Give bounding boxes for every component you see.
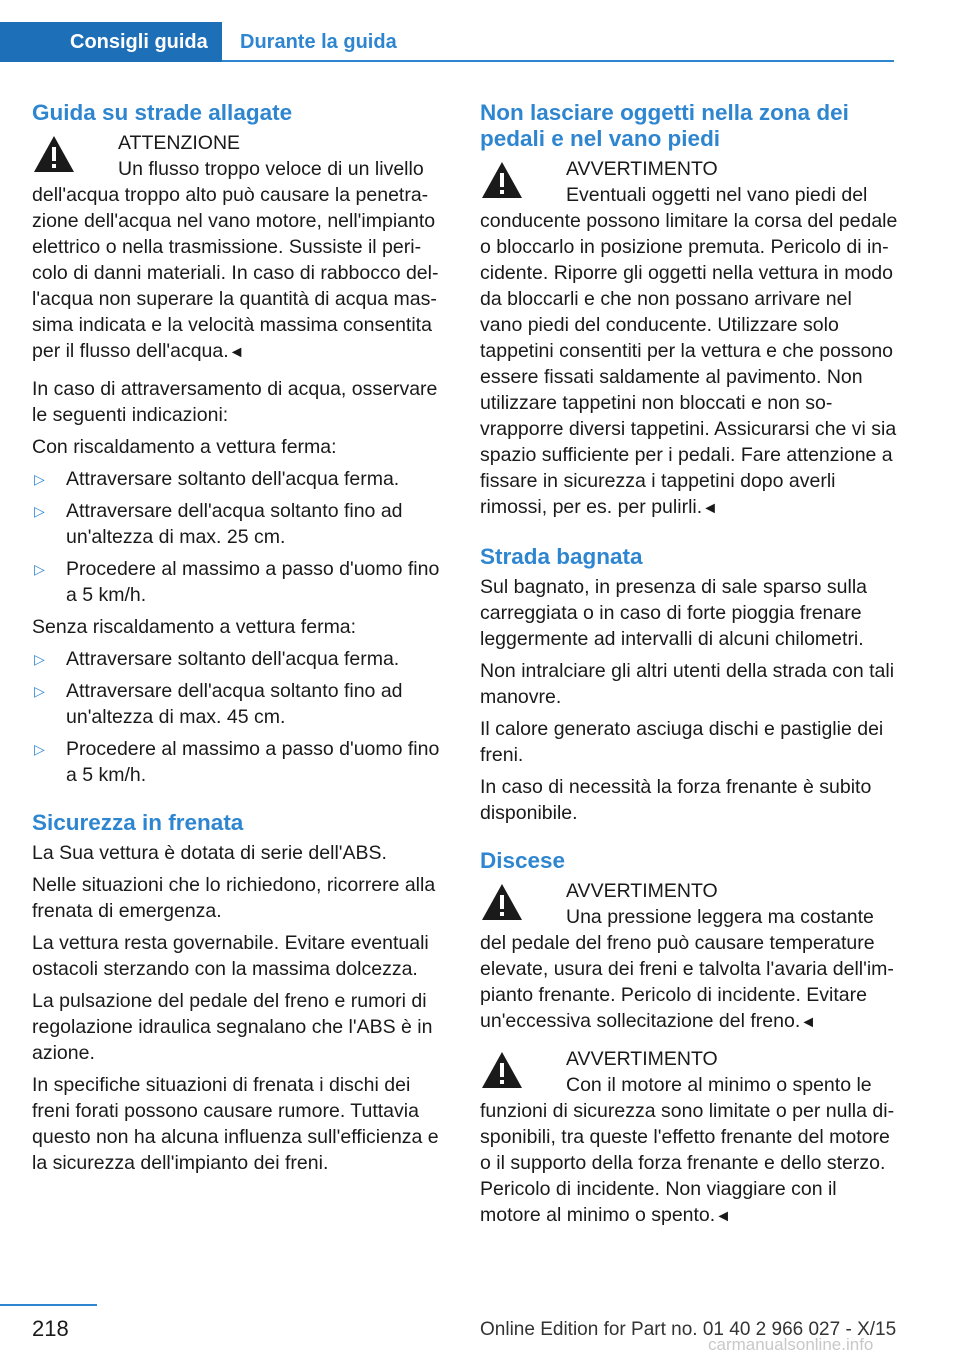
page-number: 218: [32, 1316, 69, 1341]
header-rule: [222, 60, 894, 62]
chapter-tab[interactable]: Consigli guida: [0, 22, 222, 62]
end-mark: ◄: [715, 1208, 732, 1225]
left-column: [32, 100, 450, 1182]
bullet-icon: ▷: [34, 503, 45, 519]
warning-triangle-icon: [480, 160, 524, 200]
paragraph: In specifiche situazioni di frenata i dischi dei freni forati possono causare rumore. Tuttavia questo non ha alcuna influenza sull'efficienza e la sicurezza dell'impianto dei freni.: [32, 1074, 439, 1174]
paragraph: In caso di attraversamento di acqua, osservare le seguenti indicazioni:: [32, 378, 438, 426]
list-item: ▷ Attraversare dell'acqua soltanto fino ad un'altezza di max. 45 cm.: [34, 680, 403, 728]
list-item: ▷ Attraversare soltanto dell'acqua ferma.: [34, 648, 400, 670]
warning-box: [480, 1046, 898, 1230]
warning-keyword: AVVERTIMENTO: [566, 1048, 718, 1070]
bullet-icon: ▷: [34, 471, 45, 487]
section-title-braking-safety: Sicurezza in frenata: [32, 810, 244, 835]
list-item: ▷ Attraversare soltanto dell'acqua ferma.: [34, 468, 400, 490]
end-mark: ◄: [800, 1014, 817, 1031]
bullet-icon: ▷: [34, 651, 45, 667]
warning-triangle-icon: [480, 1050, 524, 1090]
bullet-icon: ▷: [34, 741, 45, 757]
paragraph: Il calore generato asciuga dischi e pastiglie dei freni.: [480, 718, 884, 766]
end-mark: ◄: [702, 500, 718, 517]
warning-triangle-icon: [480, 882, 524, 922]
paragraph: Senza riscaldamento a vettura ferma:: [32, 616, 357, 638]
right-column: [480, 100, 898, 1240]
list-item: ▷ Procedere al massimo a passo d'uomo fino a 5 km/h.: [34, 738, 440, 786]
watermark: carmanualsonline.info: [708, 1335, 874, 1354]
bullet-list-heated: [32, 466, 450, 608]
paragraph: Non intralciare gli altri utenti della strada con tali manovre.: [480, 660, 895, 708]
warning-triangle-icon: [32, 134, 76, 174]
warning-text: Una pressione leggera ma costante del pedale del freno può causare temperature elevate, usura dei freni e talvolta l'avaria dell'impianto frenante. Pericolo di incidente. Evitare un'eccessiva sollecitazione del freno.: [480, 906, 894, 1032]
paragraph: La pulsazione del pedale del freno e rumori di regolazione idraulica segnalano che l'ABS è in azione.: [32, 990, 433, 1064]
paragraph: Con riscaldamento a vettura ferma:: [32, 436, 337, 458]
edition-note: Online Edition for Part no. 01 40 2 966 027 - X/15: [480, 1319, 897, 1340]
warning-keyword: AVVERTIMENTO: [566, 158, 718, 180]
paragraph: Nelle situazioni che lo richiedono, ricorrere alla frenata di emergenza.: [32, 874, 436, 922]
list-item: ▷ Attraversare dell'acqua soltanto fino ad un'altezza di max. 25 cm.: [34, 500, 403, 548]
section-title-flooded-roads: Guida su strade allagate: [32, 100, 293, 125]
paragraph: La Sua vettura è dotata di serie dell'ABS.: [32, 842, 387, 864]
section-title-descents: Discese: [480, 848, 566, 873]
paragraph: La vettura resta governabile. Evitare eventuali ostacoli sterzando con la massima dolcezza.: [32, 932, 429, 980]
list-item: ▷ Procedere al massimo a passo d'uomo fino a 5 km/h.: [34, 558, 440, 606]
warning-box: [480, 878, 898, 1036]
footer-rule: [0, 1304, 97, 1306]
bullet-icon: ▷: [34, 561, 45, 577]
section-tab[interactable]: Durante la guida: [240, 31, 397, 53]
warning-text: Un flusso troppo veloce di un livello dell'acqua troppo alto può causare la penetrazione dell'acqua nel vano motore, nell'impianto elettrico o nella trasmissione. Sussiste il pericolo di danni materiali. In caso di rabbocco dell'acqua non superare la quantità di acqua massima indicata e la velocità massima consentita per il flusso dell'acqua.: [32, 158, 439, 362]
section-title-wet-road: Strada bagnata: [480, 544, 643, 569]
bullet-list-unheated: [32, 646, 450, 788]
warning-keyword: AVVERTIMENTO: [566, 880, 718, 902]
warning-keyword: ATTENZIONE: [118, 132, 241, 154]
warning-box: [32, 130, 450, 366]
warning-text: Eventuali oggetti nel vano piedi del conducente possono limitare la corsa del pedale o bloccarlo in posizione premuta. Pericolo di incidente. Riporre gli oggetti nella vettura in modo da bloccarli e che non possano arrivare nel vano piedi del conducente. Utilizzare solo tappetini consentiti per la vettura e che possono essere fissati saldamente al pavimento. Non utilizzare tappetini non bloccati e non sovrapporre diversi tappetini. Assicurarsi che vi sia spazio sufficiente per i pedali. Fare attenzione a fissare in sicurezza i tappetini dopo averli rimossi, per es. per pulirli.: [480, 184, 898, 518]
warning-box: [480, 156, 898, 522]
section-title-pedal-area: Non lasciare oggetti nella zona dei pedali e nel vano piedi: [480, 100, 849, 151]
paragraph: In caso di necessità la forza frenante è subito disponibile.: [480, 776, 872, 824]
bullet-icon: ▷: [34, 683, 45, 699]
warning-text: Con il motore al minimo o spento le funzioni di sicurezza sono limitate o per nulla disponibili, tra queste l'effetto frenante del motore o il supporto della forza frenante e dello sterzo. Pericolo di incidente. Non viaggiare con il motore al minimo o spento.: [480, 1074, 895, 1226]
paragraph: Sul bagnato, in presenza di sale sparso sulla carreggiata o in caso di forte pioggia frenare leggermente ad intervalli di alcuni chilometri.: [480, 576, 867, 650]
page-header: [0, 0, 960, 62]
end-mark: ◄: [228, 344, 245, 361]
